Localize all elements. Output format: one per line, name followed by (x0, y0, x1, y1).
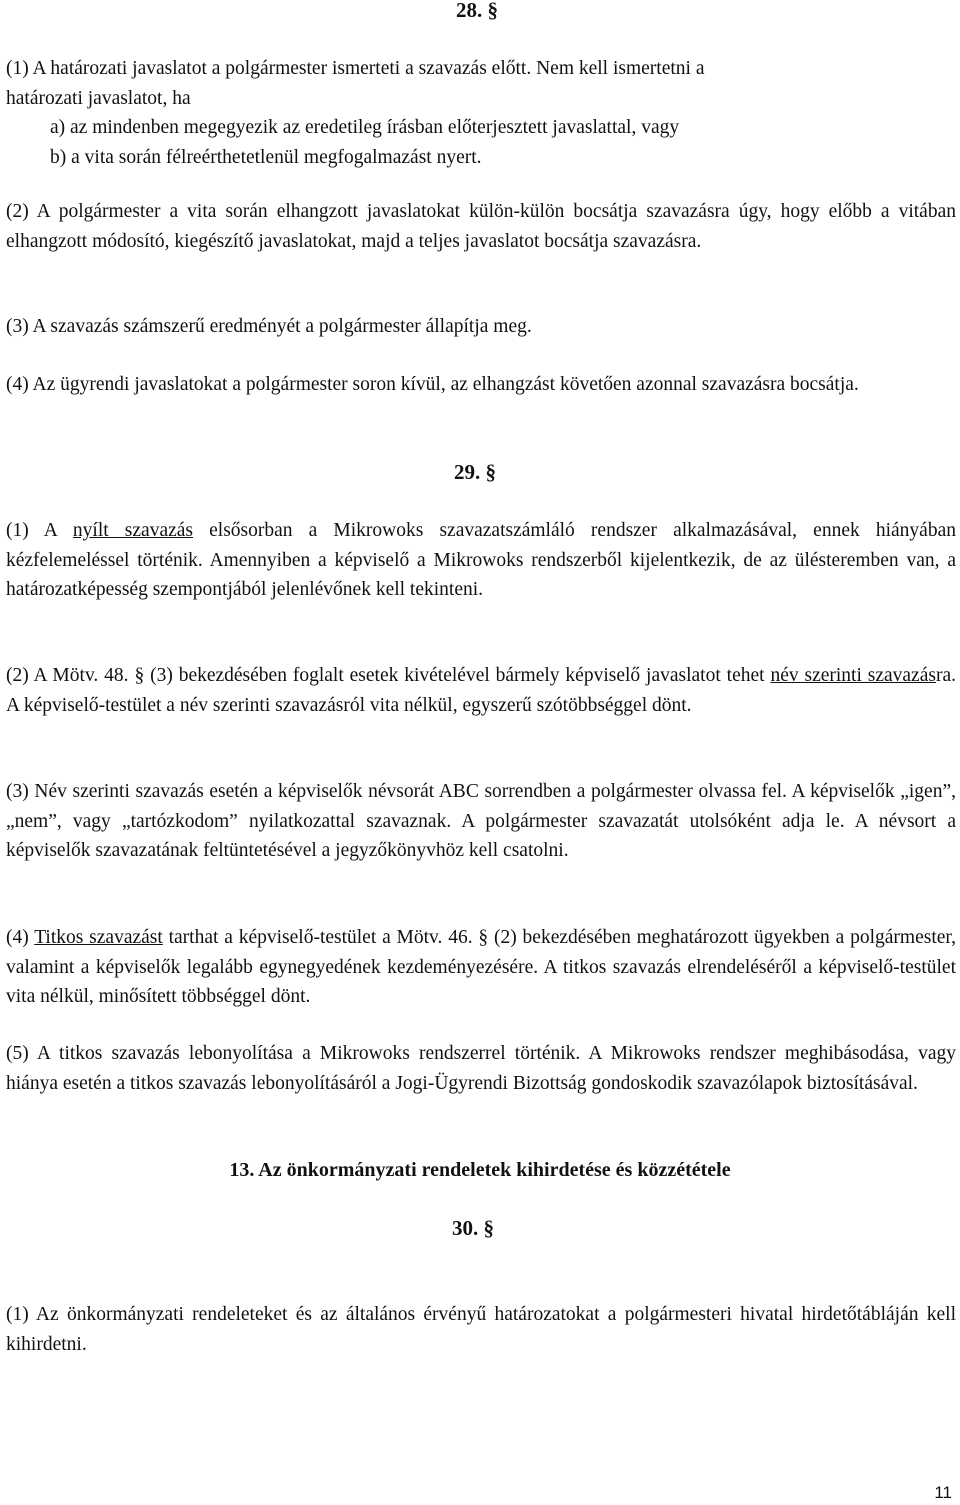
paragraph-29-5: (5) A titkos szavazás lebonyolítása a Mikrowoks rendszerrel történik. A Mikrowoks rendszer meghibásodása, vagy hiánya esetén a titkos szavazás lebonyolításáról a Jogi-Ügyrendi Bizottság gondoskodik szavazólapok biztosításával. (6, 1043, 956, 1094)
paragraph-29-2-body: ra. A képviselő-testület a név szerinti szavazásról vita nélkül, egyszerű szótöbbséggel dönt. (6, 665, 956, 716)
section-heading-30: 30. § (452, 1216, 494, 1240)
paragraph-29-1-body: elsősorban a Mikrowoks szavazatszámláló rendszer alkalmazásával, ennek hiányában kézfelemeléssel történik. Amennyiben a képviselő a Mikrowoks rendszerből kijelentkezik, de az ülésteremben van, a határozatképesség szempontjából jelenlévőnek kell tekinteni. (6, 520, 956, 600)
paragraph-29-2 (6, 661, 956, 720)
paragraph-28-2: (2) A polgármester a vita során elhangzott javaslatokat külön-külön bocsátja szavazásra úgy, hogy előbb a vitában elhangzott módosító, kiegészítő javaslatokat, majd a teljes javaslatot bocsátja szavazásra. (6, 201, 956, 252)
paragraph-29-4 (6, 923, 956, 1012)
section-heading-28: 28. § (456, 0, 498, 22)
term-roll-call-vote: név szerinti szavazás (770, 665, 936, 686)
paragraph-28-1 (6, 54, 956, 172)
term-secret-vote: Titkos szavazást (34, 927, 163, 948)
paragraph-29-4-body: tarthat a képviselő-testület a Mötv. 46. § (2) bekezdésében meghatározott ügyekben a polgármester, valamint a képviselők legalább egynegyedének kezdeményezésére. A titkos szavazás elrendeléséről a képviselő-testület vita nélkül, minősített többséggel dönt. (6, 927, 956, 1007)
paragraph-28-1-line-2: határozati javaslatot, ha (6, 87, 191, 109)
paragraph-29-3: (3) Név szerinti szavazás esetén a képviselők névsorát ABC sorrendben a polgármester olvassa fel. A képviselők „igen”, „nem”, vagy „tartózkodom” nyilatkozattal szavaznak. A polgármester szavazatát utolsóként adja le. A névsort a képviselők szavazatának feltüntetésével a jegyzőkönyvhöz kell csatolni. (6, 781, 956, 861)
paragraph-29-1-prefix: (1) A (6, 520, 73, 541)
paragraph-30-1: (1) Az önkormányzati rendeleteket és az általános érvényű határozatokat a polgármesteri hivatal hirdetőtábláján kell kihirdetni. (6, 1304, 956, 1355)
chapter-title: 13. Az önkormányzati rendeletek kihirdetése és közzététele (229, 1159, 731, 1181)
paragraph-28-3: (3) A szavazás számszerű eredményét a polgármester állapítja meg. (6, 316, 532, 337)
page-number: 11 (934, 1483, 952, 1502)
paragraph-29-4-prefix: (4) (6, 927, 35, 948)
section-heading-29: 29. § (454, 460, 496, 484)
list-item-a: a) az mindenben megegyezik az eredetileg írásban előterjesztett javaslattal, vagy (50, 117, 680, 138)
term-open-vote: nyílt szavazás (72, 520, 193, 541)
paragraph-28-4: (4) Az ügyrendi javaslatokat a polgármester soron kívül, az elhangzást követően azonnal szavazásra bocsátja. (6, 374, 859, 395)
paragraph-28-1-line-1: (1) A határozati javaslatot a polgármester ismerteti a szavazás előtt. Nem kell ismertetni a (6, 58, 705, 79)
list-item-b: b) a vita során félreérthetetlenül megfogalmazást nyert. (50, 146, 482, 168)
paragraph-29-1 (6, 516, 956, 605)
paragraph-29-2-prefix: (2) A Mötv. 48. § (3) bekezdésében foglalt esetek kivételével bármely képviselő javaslatot tehet (6, 665, 771, 686)
